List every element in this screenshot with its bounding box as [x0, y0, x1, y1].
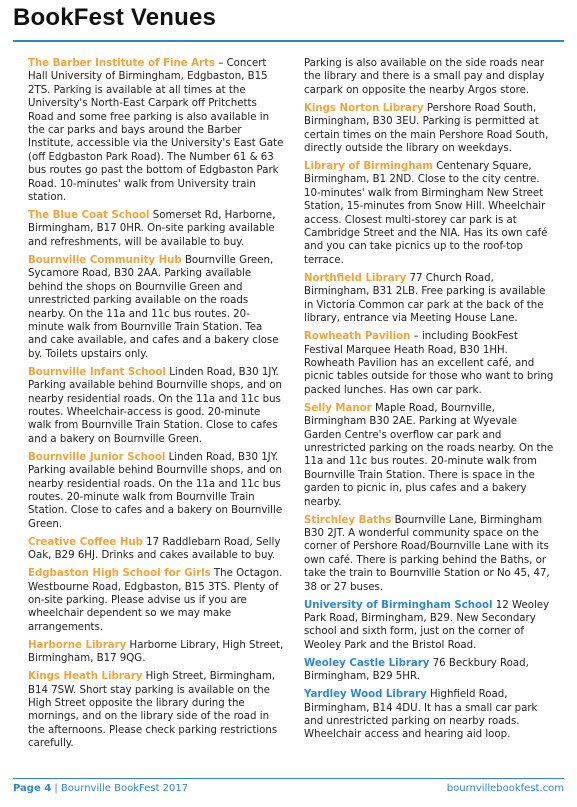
venue-name: Northfield Library [304, 272, 407, 284]
venue-entry [28, 254, 284, 361]
venue-entry [28, 670, 284, 750]
venue-details: Bournville Green, Sycamore Road, B30 2AA. Parking available behind the shops on Bournville Green and unrestricted parking available on the roads nearby. On the 11a and 11c bus routes. 20-minute walk from Bournville Train Station. Tea and cake available, and cafes and a bakery close by. Toilets upstairs only. [28, 254, 279, 360]
venue-name: University of Birmingham School [304, 599, 493, 611]
venue-name: Harborne Library [28, 639, 127, 651]
venue-entry [304, 514, 554, 594]
venue-details: Maple Road, Bournville, Birmingham B30 2AE. Parking at Wyevale Garden Centre's overflow car park and unrestricted parking on the roads nearby. On the 11a and 11c bus routes. 20-minute walk from Bournville Train Station. There is space in the garden to picnic in, plus cafes and a bakery nearby. [304, 402, 554, 508]
venue-entry [304, 657, 554, 684]
venue-details: Pershore Road South, Birmingham, B30 3EU. Parking is permitted at certain times on the main Pershore Road South, directly outside the library on weekdays. [304, 102, 549, 155]
venue-name: Kings Norton Library [304, 102, 424, 114]
venue-entry [28, 366, 284, 446]
venue-name: Selly Manor [304, 402, 372, 414]
venue-details: Linden Road, B30 1JY. Parking available behind Bournville shops, and on nearby residential roads. On the 11a and 11c bus routes. Wheelchair-access is good. 20-minute walk from Bournville Train Station. Close to cafes and a bakery on Bournville Green. [28, 366, 282, 445]
venue-entry [304, 330, 554, 397]
venue-entry [304, 272, 554, 326]
venue-details: Somerset Rd, Harborne, Birmingham, B17 0HR. On-site parking available and refreshments, will be available to buy. [28, 210, 276, 248]
venue-entry [28, 536, 284, 563]
venue-name: Bournville Infant School [28, 366, 167, 378]
venue-name: The Barber Institute of Fine Arts [28, 58, 215, 69]
venue-entry [304, 599, 554, 653]
venue-columns [28, 57, 554, 755]
venue-details: Parking is also available on the side roads near the library and there is a small pay and display carpark on opposite the nearby Argos store. [304, 58, 545, 96]
venue-details: Bournville Lane, Birmingham B30 2JT. A wonderful community space on the corner of Pershore Road/Bournville Lane with its own café. There is parking behind the Baths, or take the train to Bournville Station or No 45, 47, 38 or 27 buses. [304, 514, 550, 593]
venue-entry [304, 160, 554, 267]
footer-divider [13, 778, 564, 779]
venue-entry [304, 688, 554, 742]
page-number: Page 4 [13, 783, 52, 794]
venue-details: 77 Church Road, Birmingham, B31 2LB. Free parking is available in Victoria Common car park at the back of the library, entrance via Meeting House Lane. [304, 272, 546, 325]
venue-name: Edgbaston High School for Girls [28, 568, 211, 580]
venue-name: Stirchley Baths [304, 514, 392, 526]
venue-entry [28, 639, 284, 666]
venue-name: Bournville Community Hub [28, 254, 182, 266]
right-column [304, 57, 554, 755]
website-link[interactable]: bournvillebookfest.com [446, 783, 564, 794]
venue-entry [28, 451, 284, 531]
venue-details: – Concert Hall University of Birmingham, Edgbaston, B15 2TS. Parking is available at all times at the University's North-East Carpark off Pritchetts Road and some free parking is also available in the car parks and bays around the Barber Institute, accessible via the University's East Gate (off Edgbaston Park Road). The Number 61 & 63 bus routes go past the bottom of Edgbaston Park Road. 10-minutes' walk from University train station. [28, 58, 284, 204]
venue-entry [304, 102, 554, 156]
venue-details: Centenary Square, Birmingham, B1 2ND. Close to the city centre. 10-minutes' walk from Birmingham New Street Station, 15-minutes from Snow Hill. Wheelchair access. Closest multi-storey car park is at Cambridge Street and the NIA. Has its own café and you can take picnics up to the roof-top terrace. [304, 161, 548, 266]
footer-separator: | [51, 783, 61, 794]
venue-details: – including BookFest Festival Marquee Heath Road, B30 1HH. Rowheath Pavilion has an excellent café, and picnic tables outside for those who want to bring packed lunches. Has own car park. [304, 331, 554, 396]
venue-name: Weoley Castle Library [304, 657, 430, 669]
venue-entry [28, 209, 284, 249]
venue-name: Kings Heath Library [28, 671, 143, 683]
venue-details: The Octagon. Westbourne Road, Edgbaston, B15 3TS. Plenty of on-site parking. Please advise us if you are wheelchair dependent so we may make arrangements. [28, 568, 283, 633]
venue-name: Creative Coffee Hub [28, 536, 143, 548]
venue-name: Bournville Junior School [28, 451, 166, 463]
venue-name: Library of Birmingham [304, 161, 434, 173]
venue-entry [304, 402, 554, 509]
venue-name: Rowheath Pavilion [304, 331, 411, 343]
venue-entry [28, 567, 284, 634]
venue-details: 17 Raddlebarn Road, Selly Oak, B29 6HJ. Drinks and cakes available to buy. [28, 536, 281, 562]
venue-details: Highfield Road, Birmingham, B14 4DU. It has a small car park and unrestricted parking on nearby roads. Wheelchair access and hearing aid loop. [304, 689, 538, 741]
venue-entry [28, 57, 284, 204]
venue-details: Linden Road, B30 1JY. Parking available behind Bournville shops, and on nearby residential roads. On the 11a and 11c bus routes. 20-minute walk from Bournville Train Station. Close to cafes and a bakery on Bournville Green. [28, 451, 283, 530]
footer-page-info [13, 783, 188, 794]
venue-entry-continued [304, 57, 554, 97]
page-title: BookFest Venues [13, 4, 217, 31]
left-column [28, 57, 284, 755]
venue-name: The Blue Coat School [28, 210, 150, 222]
title-divider [13, 40, 564, 42]
venue-details: 76 Beckbury Road, Birmingham, B29 5HR. [304, 657, 529, 683]
venue-details: High Street, Birmingham, B14 7SW. Short stay parking is available on the High Street opposite the library during the mornings, and on the library side of the road in the afternoons. Please check parking restrictions carefully. [28, 671, 278, 750]
venue-details: Harborne Library, High Street, Birmingham, B17 9QG. [28, 639, 284, 665]
venue-details: 12 Weoley Park Road, Birmingham, B29. New Secondary school and sixth form, just on the corner of Weoley Park and the Bristol Road. [304, 599, 550, 651]
venue-name: Yardley Wood Library [304, 689, 427, 701]
publication-name: Bournville BookFest 2017 [60, 783, 189, 794]
